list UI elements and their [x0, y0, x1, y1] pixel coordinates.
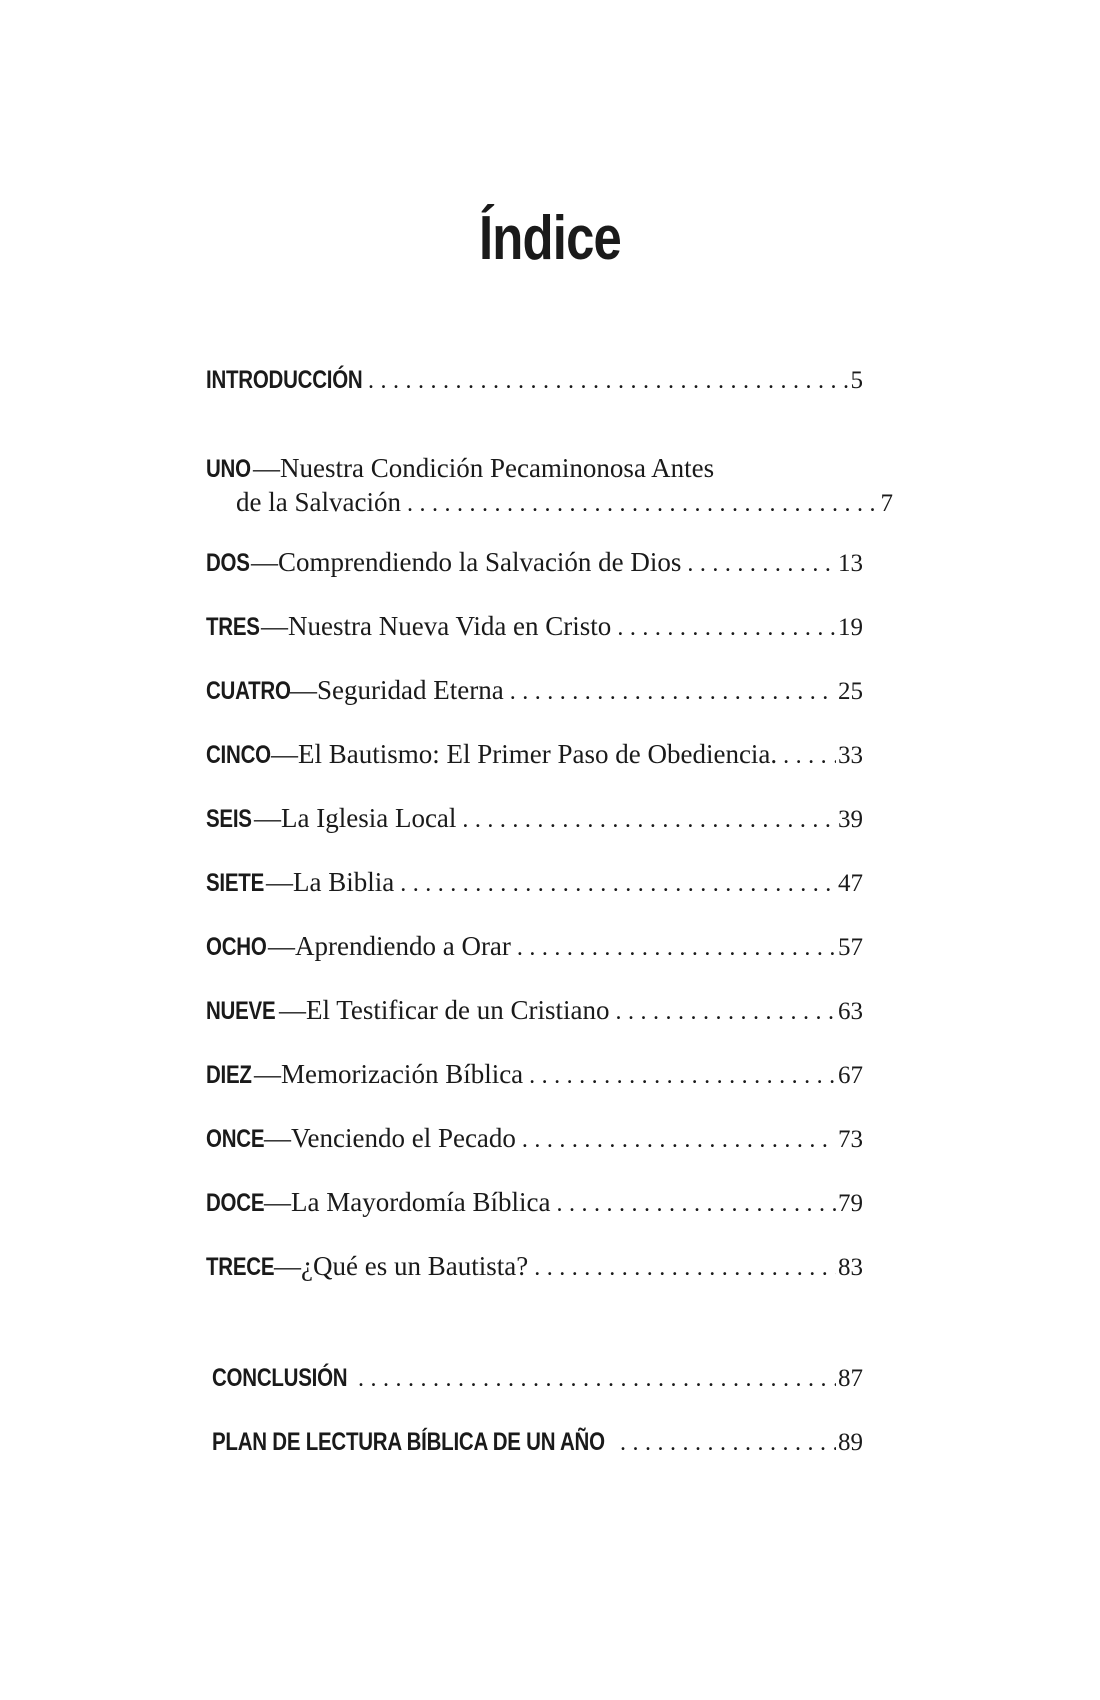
toc-entry-label: CUATRO [206, 677, 291, 705]
toc-entry-label: OCHO [206, 933, 267, 961]
dot-leader [362, 361, 849, 400]
toc-entry-separator: — [253, 453, 280, 483]
toc-page-number: 83 [838, 1254, 863, 1281]
toc-page-number: 13 [838, 550, 863, 577]
toc-entry-cuatro[interactable] [206, 670, 863, 710]
toc-entry-title: Comprendiendo la Salvación de Dios [278, 547, 682, 577]
toc-page-number: 57 [838, 934, 863, 961]
toc-entry-separator: — [266, 867, 293, 897]
toc-page-number: 39 [838, 806, 863, 833]
dot-leader [610, 992, 836, 1030]
dot-leader [614, 1423, 836, 1462]
toc-page-number: 33 [838, 742, 863, 769]
dot-leader [394, 864, 836, 902]
toc-page-number: 25 [838, 678, 863, 705]
toc-entry-title: Nuestra Condición Pecaminonosa Antes [280, 453, 715, 483]
toc-entry-title: El Testificar de un Cristiano [306, 995, 610, 1025]
toc-entry-separator: — [290, 675, 317, 705]
toc-entry-plan-de-lectura[interactable] [212, 1422, 863, 1462]
dot-leader [777, 736, 836, 774]
toc-entry-ocho[interactable] [206, 926, 863, 966]
toc-entry-once[interactable] [206, 1118, 863, 1158]
toc-page-number: 5 [850, 367, 863, 394]
toc-entry-title: Seguridad Eterna [317, 675, 504, 705]
toc-entry-seis[interactable] [206, 798, 863, 838]
toc-entry-title: Nuestra Nueva Vida en Cristo [288, 611, 612, 641]
dot-leader [456, 800, 836, 838]
dot-leader [681, 544, 836, 582]
toc-entry-trece[interactable] [206, 1246, 863, 1286]
toc-entry-label: DIEZ [206, 1061, 252, 1089]
toc-entry-separator: — [274, 1251, 301, 1281]
toc-entry-title: La Biblia [293, 867, 395, 897]
toc-page-number: 89 [838, 1429, 863, 1456]
dot-leader [550, 1184, 836, 1222]
toc-page-number: 73 [838, 1126, 863, 1153]
toc-page-number: 87 [838, 1365, 863, 1392]
toc-page-number: 63 [838, 998, 863, 1025]
toc-entry-separator: — [268, 931, 295, 961]
toc-entry-diez[interactable] [206, 1054, 863, 1094]
toc-entry-doce[interactable] [206, 1182, 863, 1222]
toc-entry-introduccion[interactable] [206, 360, 863, 400]
toc-entry-label: SEIS [206, 805, 252, 833]
toc-entry-label: CONCLUSIÓN [212, 1364, 348, 1392]
toc-entry-title: ¿Qué es un Bautista? [301, 1251, 529, 1281]
toc-page-number: 19 [838, 614, 863, 641]
toc-entry-title-continued: de la Salvación [236, 487, 401, 517]
toc-entry-title: Venciendo el Pecado [291, 1123, 516, 1153]
page-title: Índice [478, 204, 621, 273]
toc-entry-separator: — [254, 1059, 281, 1089]
toc-entry-dos[interactable] [206, 542, 863, 582]
toc-entry-nueve[interactable] [206, 990, 863, 1030]
dot-leader [401, 484, 879, 522]
toc-entry-separator: — [251, 547, 278, 577]
toc-entry-title: La Iglesia Local [281, 803, 457, 833]
toc-entry-title: La Mayordomía Bíblica [291, 1187, 551, 1217]
dot-leader [511, 928, 836, 966]
toc-entry-separator: — [254, 803, 281, 833]
toc-entry-label: SIETE [206, 869, 265, 897]
toc-entry-separator: — [264, 1187, 291, 1217]
toc-page-number: 79 [838, 1190, 863, 1217]
toc-page-number: 47 [838, 870, 863, 897]
toc-entry-label: UNO [206, 455, 251, 483]
toc-entry-separator: — [261, 611, 288, 641]
toc-entry-title: Aprendiendo a Orar [295, 931, 511, 961]
toc-entry-separator: — [264, 1123, 291, 1153]
toc-entry-label: INTRODUCCIÓN [206, 366, 363, 394]
dot-leader [516, 1120, 836, 1158]
toc-entry-title: El Bautismo: El Primer Paso de Obediencia. [298, 739, 778, 769]
toc-entry-label: PLAN DE LECTURA BÍBLICA DE UN AÑO [212, 1428, 605, 1456]
dot-leader [611, 608, 836, 646]
toc-entry-tres[interactable] [206, 606, 863, 646]
toc-entry-label: TRES [206, 613, 260, 641]
dot-leader [523, 1056, 836, 1094]
toc-entry-separator: — [279, 995, 306, 1025]
toc-entry-conclusion[interactable] [212, 1358, 863, 1398]
toc-entry-label: DOCE [206, 1189, 265, 1217]
toc-page-number: 7 [880, 490, 893, 517]
toc-entry-label: NUEVE [206, 997, 276, 1025]
dot-leader [528, 1248, 836, 1286]
toc-entry-siete[interactable] [206, 862, 863, 902]
toc-entry-cinco[interactable] [206, 734, 863, 774]
dot-leader [352, 1359, 836, 1398]
toc-entry-label: TRECE [206, 1253, 275, 1281]
toc-entry-separator: — [271, 739, 298, 769]
toc-entry-title: Memorización Bíblica [281, 1059, 524, 1089]
toc-page-number: 67 [838, 1062, 863, 1089]
toc-entry-label: DOS [206, 549, 250, 577]
toc-entry-uno[interactable] [206, 448, 893, 522]
dot-leader [504, 672, 836, 710]
toc-entry-label: ONCE [206, 1125, 265, 1153]
toc-entry-label: CINCO [206, 741, 271, 769]
